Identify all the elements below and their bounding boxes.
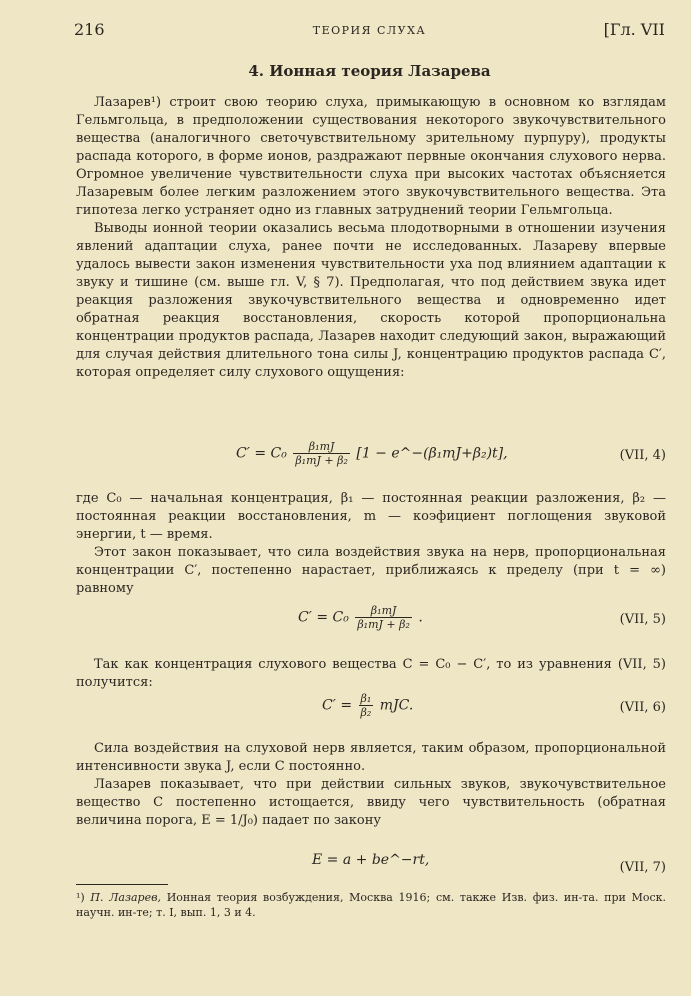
- fraction-denominator: β₂: [360, 706, 372, 719]
- running-head: [74, 20, 665, 44]
- page-number: 216: [74, 20, 105, 39]
- body-block-2: [76, 490, 666, 598]
- body-block-4: [76, 740, 666, 830]
- formula-lhs: C′ = C₀: [298, 609, 349, 626]
- footnote-author: П. Лазарев,: [90, 891, 161, 904]
- footnote-text: Ионная теория возбуждения, Москва 1916; см. также Изв. физ. ин-та. при Моск. научн. ин-те; т. I, вып. 1, 3 и 4.: [76, 891, 666, 919]
- body-block-1: [76, 94, 666, 382]
- formula-vii-7: [76, 852, 666, 888]
- formula-lhs: C′ =: [322, 697, 353, 714]
- equation-number: (VII, 7): [619, 860, 666, 875]
- fraction-numerator: β₁mJ: [355, 604, 412, 618]
- formula-fraction: [359, 692, 374, 719]
- formula-fraction: [293, 440, 350, 467]
- paragraph-5: Так как концентрация слухового вещества C = C₀ − C′, то из уравнения (VII, 5) получится:: [76, 657, 666, 690]
- footnote-marker: ¹): [76, 891, 85, 904]
- body-block-3: [76, 656, 666, 692]
- fraction-numerator: β₁: [360, 692, 372, 705]
- equation-number: (VII, 4): [619, 448, 666, 463]
- paragraph-4: Этот закон показывает, что сила воздействия звука на нерв, пропорциональная концентрации C′, постепенно нарастает, приближаясь к пределу (при t = ∞) равному: [76, 545, 666, 596]
- section-heading: 4. Ионная теория Лазарева: [248, 62, 491, 80]
- formula-vii-5: [76, 604, 666, 640]
- formula-vii-6: [76, 692, 666, 728]
- fraction-denominator: β₁mJ + β₂: [295, 454, 348, 467]
- chapter-marker: [Гл. VII: [603, 20, 665, 39]
- paragraph-2: Выводы ионной теории оказались весьма плодотворными в отношении изучения явлений адаптации слуха, ранее почти не исследованных. Лазареву впервые удалось вывести закон изменения чувствительности уха под влиянием адаптации к звуку и тишине (см. выше гл. V, § 7). Предполагая, что под действием звука идет реакция разложения звукочувствительного вещества и одновременно идет обратная реакция восстановления, скорость которой пропорциональна концентрации продуктов распада, Лазарев находит следующий закон, выражающий для случая действия длительного тона силы J, концентрацию продуктов распада C′, которая определяет силу слухового ощущения:: [76, 221, 666, 380]
- paragraph-7: Лазарев показывает, что при действии сильных звуков, звукочувствительное вещество C постепенно истощается, ввиду чего чувствительность (обратная величина порога, E = 1/J₀) падает по закону: [76, 777, 666, 828]
- formula-vii-4: [76, 440, 666, 476]
- formula-rest: mJC.: [379, 697, 414, 714]
- paragraph-1: Лазарев¹) строит свою теорию слуха, примыкающую в основном ко взглядам Гельмгольца, в предположении существования некоторого звукочувствительного вещества (аналогичного светочувствительному зрительному пурпуру), продукты распада которого, в форме ионов, раздражают первные окончания слухового нерва. Огромное увеличение чувствительности слуха при высоких частотах объясняется Лазаревым более легким разложением этого звукочувствительного вещества. Эта гипотеза легко устраняет одно из главных затруднений теории Гельмгольца.: [76, 95, 666, 218]
- equation-number: (VII, 6): [619, 700, 666, 715]
- footnote: [76, 890, 666, 920]
- fraction-numerator: β₁mJ: [293, 440, 350, 454]
- running-title: ТЕОРИЯ СЛУХА: [312, 24, 427, 37]
- formula-rest: [1 − e^−(β₁mJ+β₂)t],: [356, 445, 508, 462]
- formula-expression: E = a + be^−rt,: [312, 852, 430, 868]
- equation-number: (VII, 5): [619, 612, 666, 627]
- paragraph-6: Сила воздействия на слуховой нерв является, таким образом, пропорциональной интенсивности звука J, если C постоянно.: [76, 741, 666, 774]
- formula-lhs: C′ = C₀: [236, 445, 287, 462]
- paragraph-3: где C₀ — начальная концентрация, β₁ — постоянная реакции разложения, β₂ — постоянная реакции восстановления, m — коэфициент поглощения звуковой энергии, t — время.: [76, 491, 666, 542]
- footnote-rule: [76, 884, 168, 885]
- fraction-denominator: β₁mJ + β₂: [357, 618, 410, 631]
- formula-fraction: [355, 604, 412, 631]
- formula-rest: .: [418, 609, 423, 626]
